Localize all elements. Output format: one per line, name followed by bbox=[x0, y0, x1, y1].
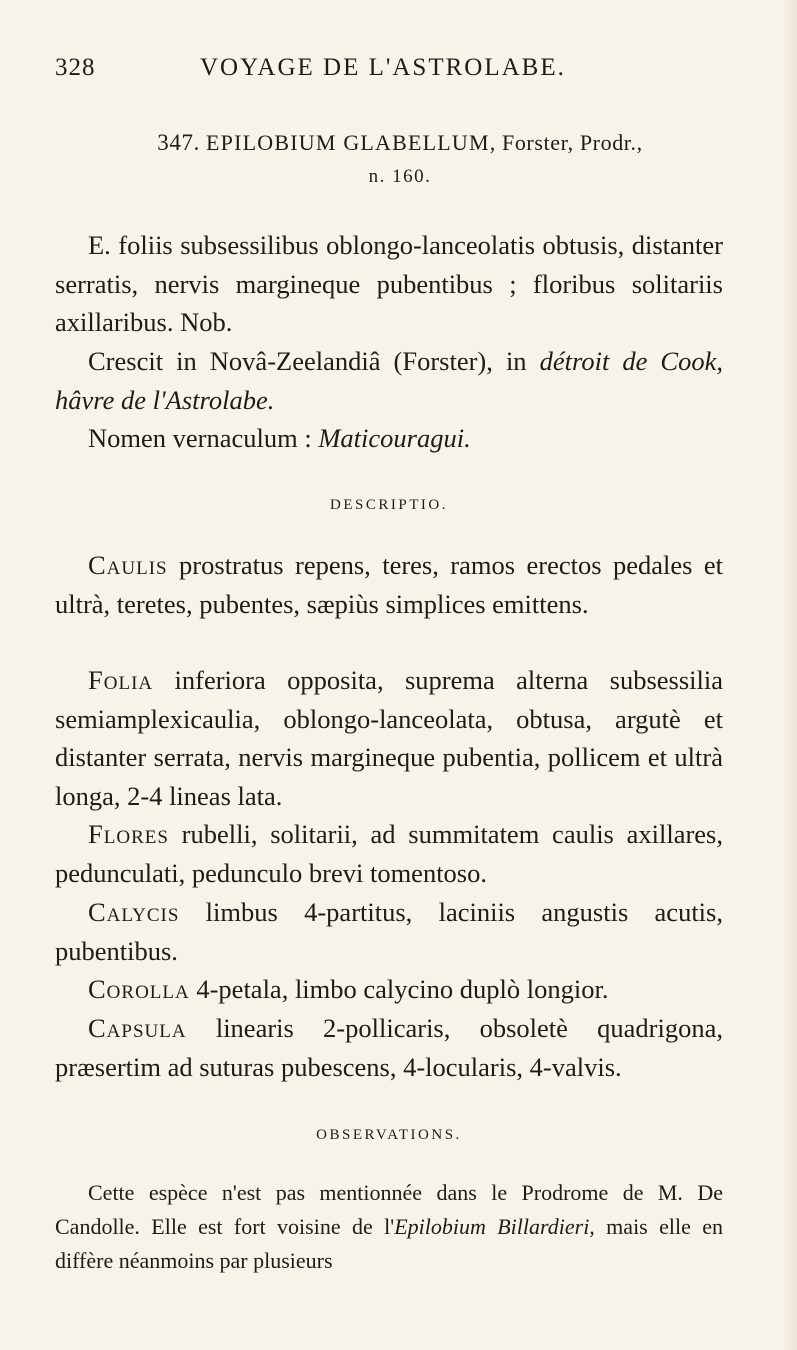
species-name: EPILOBIUM GLABELLUM bbox=[206, 130, 490, 155]
descriptio-heading: DESCRIPTIO. bbox=[330, 497, 448, 513]
observations-heading: OBSERVATIONS. bbox=[316, 1127, 462, 1143]
running-title: VOYAGE DE L'ASTROLABE. bbox=[200, 54, 566, 81]
descriptio-text: 4-petala, limbo calycino duplò longior. bbox=[189, 974, 609, 1004]
descriptio-text: inferiora opposita, suprema alterna subsessilia semiamplexicaulia, oblongo-lanceolata, obtusa, argutè et distanter serrata, nervis margineque pubentia, pollicem et ultrà longa, 2-4 lineas lata. bbox=[55, 665, 723, 811]
observations-paragraph bbox=[55, 1176, 723, 1278]
descriptio-item bbox=[55, 661, 723, 815]
vernacular-name: Maticouragui. bbox=[318, 423, 471, 453]
vernacular-paragraph bbox=[55, 419, 723, 458]
descriptio-label: Calycis bbox=[88, 897, 180, 927]
habitat-paragraph bbox=[55, 342, 723, 419]
descriptio-item bbox=[55, 1009, 723, 1086]
descriptio-item bbox=[55, 970, 723, 1009]
descriptio-label: Corolla bbox=[88, 974, 190, 1004]
descriptio-text: rubelli, solitarii, ad summitatem caulis axillares, pedunculati, pedunculo brevi tomentoso. bbox=[55, 819, 723, 888]
habitat-localities: détroit de Cook, hâvre de l'Astrolabe. bbox=[55, 346, 723, 415]
descriptio-label: Folia bbox=[88, 665, 154, 695]
descriptio-item bbox=[55, 893, 723, 970]
descriptio-text: limbus 4-partitus, laciniis angustis acutis, pubentibus. bbox=[55, 897, 723, 966]
descriptio-text: prostratus repens, teres, ramos erectos pedales et ultrà, teretes, pubentes, sæpiùs simplices emittens. bbox=[55, 550, 723, 619]
habitat-prefix: Crescit in Novâ-Zeelandiâ (Forster), in bbox=[88, 346, 540, 376]
descriptio-label: Flores bbox=[88, 819, 169, 849]
diagnosis-text: E. foliis subsessilibus oblongo-lanceolatis obtusis, distanter serratis, nervis margineque pubentibus ; floribus solitariis axillaribus. Nob. bbox=[55, 230, 723, 337]
descriptio-item bbox=[55, 546, 723, 623]
page-number: 328 bbox=[55, 54, 96, 81]
species-authority: , Forster, Prodr., bbox=[489, 130, 643, 155]
page-edge-shadow bbox=[783, 0, 797, 1350]
descriptio-label: Caulis bbox=[88, 550, 168, 580]
observations-italic-name: Epilobium Billardieri, bbox=[394, 1214, 595, 1239]
species-reference: n. 160. bbox=[368, 166, 432, 187]
species-heading bbox=[55, 126, 745, 194]
vernacular-prefix: Nomen vernaculum : bbox=[88, 423, 319, 453]
observations-text-suffix: mais elle en diffère néanmoins par plusieurs bbox=[55, 1214, 724, 1273]
running-head bbox=[55, 54, 745, 84]
observations-text-prefix: Cette espèce n'est pas mentionnée dans le Prodrome de M. De Candolle. Elle est fort voisine de l' bbox=[55, 1180, 723, 1239]
descriptio-item bbox=[55, 815, 723, 892]
species-number: 347. bbox=[157, 130, 200, 155]
diagnosis-paragraph bbox=[55, 226, 723, 342]
descriptio-text: linearis 2-pollicaris, obsoletè quadrigona, præsertim ad suturas pubescens, 4-locularis, 4-valvis. bbox=[55, 1013, 723, 1082]
descriptio-label: Capsula bbox=[88, 1013, 187, 1043]
